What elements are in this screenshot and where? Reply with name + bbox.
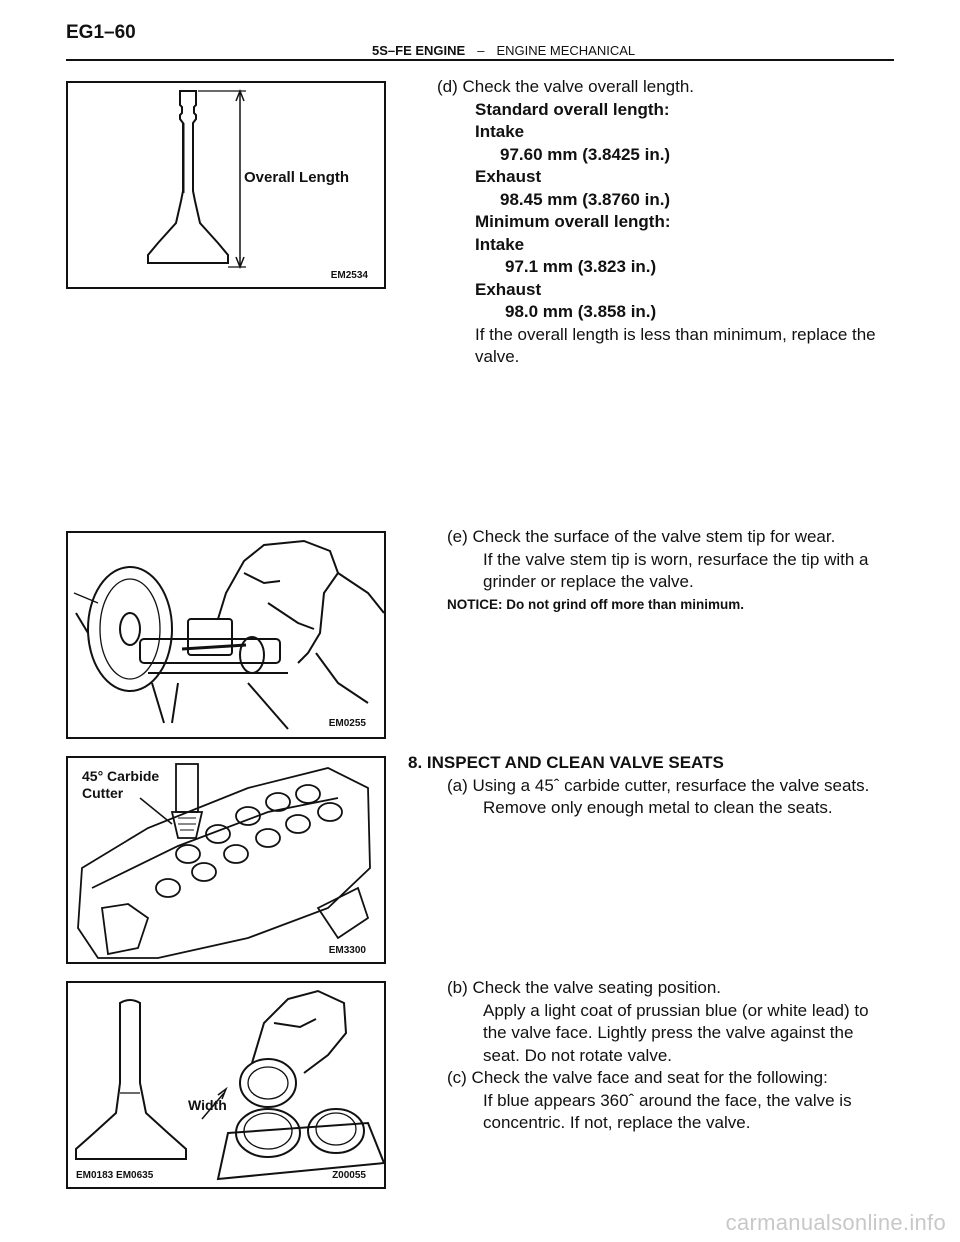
step-e-title: (e) Check the surface of the valve stem tip for wear. bbox=[447, 527, 836, 546]
watermark: carmanualsonline.info bbox=[725, 1210, 946, 1235]
section-title: 5S–FE ENGINE bbox=[372, 43, 466, 58]
chapter-title: ENGINE MECHANICAL bbox=[496, 43, 636, 58]
figure-valve-seat-width bbox=[66, 981, 386, 1189]
steps-b-c-block bbox=[447, 977, 869, 1135]
step-b-line3: seat. Do not rotate valve. bbox=[483, 1045, 672, 1065]
step-a-title: (a) Using a 45ˆ carbide cutter, resurface the valve seats. bbox=[447, 775, 870, 795]
figure-carbide-cutter bbox=[66, 756, 386, 964]
figure-code-right: Z00055 bbox=[332, 1170, 366, 1181]
valve-seat-illustration bbox=[68, 983, 384, 1187]
intake-label: Intake bbox=[475, 122, 525, 141]
grinder-illustration bbox=[68, 533, 384, 737]
intake-minimum-value: 97.1 mm (3.823 in.) bbox=[505, 257, 657, 276]
step-b-title: (b) Check the valve seating position. bbox=[447, 978, 722, 997]
step-d-note-line1: If the overall length is less than minimum, replace the bbox=[475, 324, 876, 344]
section-8-heading: 8. INSPECT AND CLEAN VALVE SEATS bbox=[408, 753, 724, 772]
figure-code-left: EM0183 EM0635 bbox=[76, 1170, 154, 1181]
intake-standard-value: 97.60 mm (3.8425 in.) bbox=[500, 144, 671, 164]
header-separator: – bbox=[477, 43, 485, 58]
step-c-line2: concentric. If not, replace the valve. bbox=[483, 1113, 751, 1132]
standard-length-label: Standard overall length: bbox=[475, 99, 670, 119]
header-rule bbox=[66, 59, 894, 61]
figure-code: EM0255 bbox=[328, 718, 366, 729]
exhaust-standard-value: 98.45 mm (3.8760 in.) bbox=[500, 189, 671, 209]
step-d-block bbox=[437, 76, 876, 369]
step-a-line1: Remove only enough metal to clean the seats. bbox=[483, 798, 833, 817]
figure-valve-overall-length bbox=[66, 81, 386, 289]
intake-label-min: Intake bbox=[475, 234, 525, 254]
step-c-title: (c) Check the valve face and seat for the following: bbox=[447, 1068, 828, 1087]
width-label: Width bbox=[188, 1097, 227, 1113]
step-e-block bbox=[447, 526, 869, 594]
page-number: EG1–60 bbox=[66, 22, 136, 43]
running-header bbox=[372, 43, 635, 58]
step-e-line1: If the valve stem tip is worn, resurface the tip with a bbox=[483, 549, 869, 569]
step-c-line1: If blue appears 360ˆ around the face, the valve is bbox=[483, 1090, 852, 1110]
carbide-cutter-label-line2: Cutter bbox=[82, 785, 124, 801]
minimum-length-label: Minimum overall length: bbox=[475, 212, 671, 231]
exhaust-label-min: Exhaust bbox=[475, 279, 542, 299]
figure-code: EM2534 bbox=[330, 270, 368, 281]
step-d-title: (d) Check the valve overall length. bbox=[437, 77, 695, 96]
overall-length-label: Overall Length bbox=[244, 169, 350, 186]
step-e-line2: grinder or replace the valve. bbox=[483, 572, 694, 591]
figure-code: EM3300 bbox=[328, 945, 366, 956]
carbide-cutter-label-line1: 45° Carbide bbox=[82, 768, 160, 784]
step-b-line1: Apply a light coat of prussian blue (or white lead) to bbox=[483, 1000, 869, 1020]
notice-text: NOTICE: Do not grind off more than minimum. bbox=[447, 597, 744, 612]
step-d-note-line2: valve. bbox=[475, 347, 520, 366]
exhaust-label: Exhaust bbox=[475, 167, 542, 186]
exhaust-minimum-value: 98.0 mm (3.858 in.) bbox=[505, 302, 657, 321]
figure-valve-stem-grinding bbox=[66, 531, 386, 739]
step-b-line2: the valve face. Lightly press the valve against the bbox=[483, 1023, 854, 1042]
section-8-block bbox=[408, 752, 869, 820]
